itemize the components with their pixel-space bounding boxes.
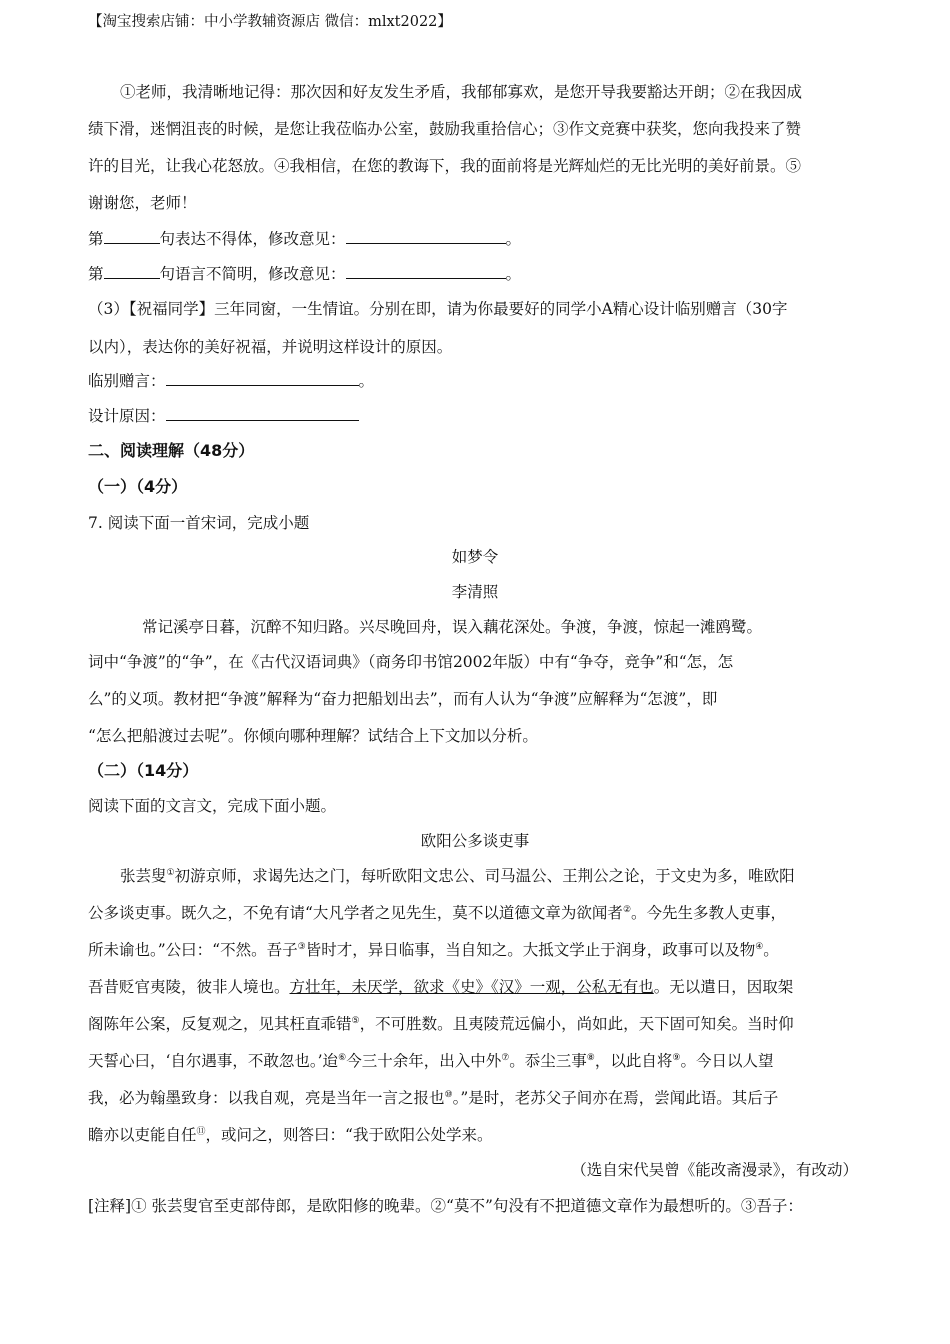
fill-end: 。 <box>505 265 522 283</box>
essay-line: 吾昔贬官夷陵，彼非人境也。方壮年，未厌学，欲求《史》《汉》一观，公私无有也。无以遣日，因取架 <box>88 978 794 996</box>
essay-line: 阁陈年公案，反复观之，见其枉直乖错⑤，不可胜数。且夷陵荒远偏小，尚如此，天下固可知矣。当时仰 <box>88 1015 794 1033</box>
q7-prompt-line: 词中“争渡”的“争”，在《古代汉语词典》（商务印书馆2002年版）中有“争夺，竞争”和“怎，怎 <box>88 653 734 671</box>
question-7-stem: 7. 阅读下面一首宋词，完成小题 <box>88 514 310 532</box>
design-reason-line <box>88 406 359 426</box>
answer-blank[interactable] <box>104 229 160 244</box>
essay-source: （选自宋代吴曾《能改斋漫录》，有改动） <box>571 1161 858 1179</box>
essay-line: 张芸叟①初游京师，求谒先达之门，每听欧阳文忠公、司马温公、王荆公之论，于文史为多，唯欧阳 <box>120 867 795 885</box>
gift-words-label: 临别赠言： <box>88 372 166 390</box>
fill-label: 第 <box>88 230 104 248</box>
fill-line-concise <box>88 264 521 284</box>
part-title: （二）（14分） <box>88 761 199 780</box>
passage-line: 许的目光，让我心花怒放。④我相信，在您的教诲下，我的面前将是光辉灿烂的无比光明的美好前景。⑤ <box>88 157 802 175</box>
passage-line: 谢谢您，老师！ <box>88 194 197 212</box>
essay-line: 我，必为翰墨致身：以我自观，亮是当年一言之报也⑩。”是时，老苏父子间亦在焉，尝闻此语。其后子 <box>88 1089 779 1107</box>
design-reason-blank[interactable] <box>166 406 359 421</box>
fill-line-improper <box>88 229 521 249</box>
fill-label: 句表达不得体，修改意见： <box>159 230 346 248</box>
fill-end: 。 <box>505 230 522 248</box>
design-reason-label: 设计原因： <box>88 407 166 425</box>
poem-author: 李清照 <box>451 583 499 601</box>
q3-prompt-line: （3）【祝福同学】三年同窗，一生情谊。分别在即，请为你最要好的同学小A精心设计临别赠言（30字 <box>88 300 788 318</box>
passage-line: ①老师，我清晰地记得：那次因和好友发生矛盾，我郁郁寡欢，是您开导我要豁达开朗；②在我因成 <box>120 83 803 101</box>
essay-line: 天誓心曰，‘自尔遇事，不敢忽也。’迨⑥今三十余年，出入中外⑦。忝尘三事⑧，以此自将⑨。今日以人望 <box>88 1052 774 1070</box>
fill-end: 。 <box>358 372 375 390</box>
essay-notes: [注释]① 张芸叟官至吏部侍郎，是欧阳修的晚辈。②“莫不”句没有不把道德文章作为最想听的。③吾子： <box>88 1197 803 1215</box>
poem-text: 常记溪亭日暮，沉醉不知归路。兴尽晚回舟，误入藕花深处。争渡，争渡，惊起一滩鸥鹭。 <box>142 618 763 636</box>
essay-title: 欧阳公多谈吏事 <box>420 832 530 850</box>
answer-blank[interactable] <box>104 264 160 279</box>
gift-words-blank[interactable] <box>166 371 359 386</box>
q7-prompt-line: “怎么把船渡过去呢”。你倾向哪种理解？试结合上下文加以分析。 <box>88 727 538 745</box>
part-title: （一）（4分） <box>88 477 188 496</box>
essay-line: 所未谕也。”公曰：“不然。吾子③皆时才，异日临事，当自知之。大抵文学止于润身，政事可以及物④。 <box>88 941 779 959</box>
essay-line: 公多谈吏事。既久之，不免有请“大凡学者之见先生，莫不以道德文章为欲闻者②。今先生多教人吏事， <box>88 904 787 922</box>
fill-label: 第 <box>88 265 104 283</box>
header-shop-info: 【淘宝搜索店铺：中小学教辅资源店 微信：mlxt2022】 <box>88 14 452 30</box>
answer-blank[interactable] <box>346 264 506 279</box>
fill-label: 句语言不简明，修改意见： <box>159 265 346 283</box>
essay-line: 瞻亦以吏能自任⑪，或问之，则答曰：“我于欧阳公处学来。 <box>88 1126 493 1144</box>
reading-intro: 阅读下面的文言文，完成下面小题。 <box>88 797 337 815</box>
underlined-sentence: 方壮年，未厌学，欲求《史》《汉》一观，公私无有也 <box>289 978 654 996</box>
q7-prompt-line: 么”的义项。教材把“争渡”解释为“奋力把船划出去”，而有人认为“争渡”应解释为“怎渡”，即 <box>88 690 718 708</box>
gift-words-line <box>88 371 374 391</box>
passage-line: 绩下滑，迷惘沮丧的时候，是您让我莅临办公室，鼓励我重拾信心；③作文竞赛中获奖，您向我投来了赞 <box>88 120 802 138</box>
section-title: 二、阅读理解（48分） <box>88 441 255 460</box>
poem-title: 如梦令 <box>451 548 499 566</box>
q3-prompt-line: 以内），表达你的美好祝福，并说明这样设计的原因。 <box>88 338 453 356</box>
answer-blank[interactable] <box>346 229 506 244</box>
